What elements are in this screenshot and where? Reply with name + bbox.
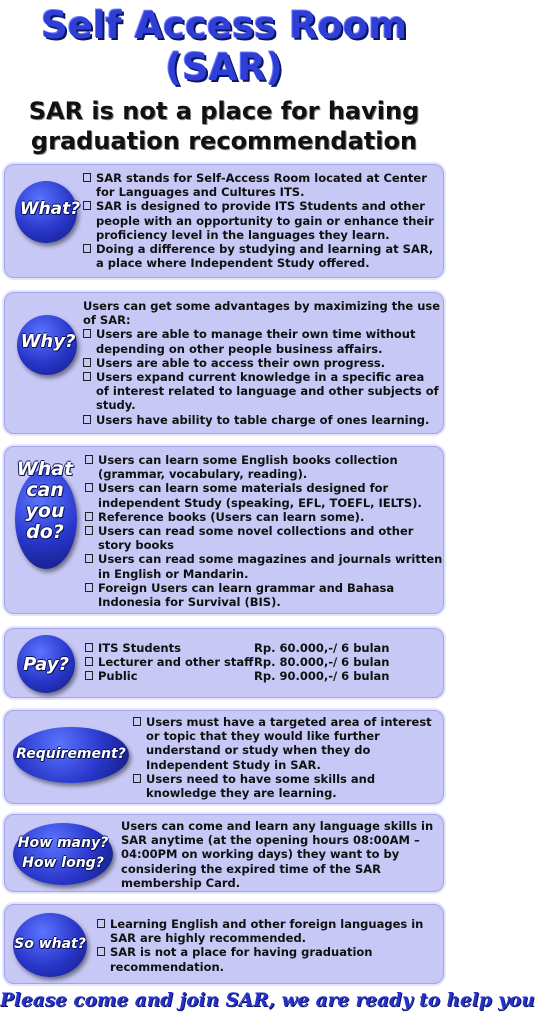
list-item: Users are able to manage their own time without depending on other people business affairs. xyxy=(83,327,441,355)
why-badge-label: Why? xyxy=(20,331,76,352)
price-value: Rp. 60.000,-/ 6 bulan xyxy=(254,641,390,655)
list-item: Users can read some magazines and journals written in English or Mandarin. xyxy=(85,552,445,580)
checkbox-icon xyxy=(83,415,91,424)
checkbox-icon xyxy=(83,173,91,182)
requirement-badge-label: Requirement? xyxy=(16,746,126,762)
so-what-badge-label: So what? xyxy=(14,936,86,952)
what-bullet-list xyxy=(83,171,439,270)
list-item: SAR stands for Self-Access Room located at Center for Languages and Cultures ITS. xyxy=(83,171,439,199)
requirement-text xyxy=(133,715,443,800)
how-many-badge-label: How many? How long? xyxy=(17,835,109,871)
price-category: Public xyxy=(98,669,138,684)
so-what-bullet-list xyxy=(97,917,441,974)
why-intro: Users can get some advantages by maximizing the use of SAR: xyxy=(83,299,441,328)
checkbox-icon xyxy=(83,201,91,210)
list-item: Foreign Users can learn grammar and Bahasa Indonesia for Survival (BIS). xyxy=(85,581,445,609)
how-many-section xyxy=(4,814,444,892)
so-what-text xyxy=(97,917,441,974)
price-value: Rp. 80.000,-/ 6 bulan xyxy=(254,655,390,670)
page-title: Self Access Room xyxy=(41,4,407,47)
price-value: Rp. 90.000,-/ 6 bulan xyxy=(254,669,390,684)
checkbox-icon xyxy=(83,329,91,338)
checkbox-icon xyxy=(85,512,93,521)
why-section xyxy=(4,292,444,434)
list-item: Users can learn some English books collection (grammar, vocabulary, reading). xyxy=(85,453,445,481)
footer-invitation: Please come and join SAR, we are ready to help you xyxy=(0,990,535,1011)
checkbox-icon xyxy=(85,526,93,535)
table-row xyxy=(85,641,415,655)
what-can-you-do-text xyxy=(85,453,445,609)
list-item: Users can read some novel collections and other story books xyxy=(85,524,445,552)
table-row xyxy=(85,655,415,669)
checkbox-icon xyxy=(133,717,141,726)
list-item: Users have ability to table charge of ones learning. xyxy=(83,413,441,427)
list-item: Users need to have some skills and knowledge they are learning. xyxy=(133,772,443,800)
list-item: SAR is designed to provide ITS Students and other people with an opportunity to gain or enhance their proficiency level in the languages they learn. xyxy=(83,199,439,242)
checkbox-icon xyxy=(97,947,105,956)
price-category: Lecturer and other staff xyxy=(98,655,254,670)
checkbox-icon xyxy=(133,774,141,783)
what-badge-label: What? xyxy=(19,199,81,219)
what-text xyxy=(83,171,439,270)
list-item: Doing a difference by studying and learning at SAR, a place where Independent Study offered. xyxy=(83,242,439,270)
pay-section xyxy=(4,628,444,698)
list-item: Reference books (Users can learn some). xyxy=(85,510,445,524)
checkbox-icon xyxy=(85,583,93,592)
page-subtitle-line2: graduation recommendation xyxy=(30,127,418,155)
checkbox-icon xyxy=(85,483,93,492)
checkbox-icon xyxy=(85,554,93,563)
what-can-you-do-bullet-list xyxy=(85,453,445,609)
why-text xyxy=(83,299,441,427)
checkbox-icon xyxy=(85,455,93,464)
pay-price-list xyxy=(85,641,415,684)
checkbox-icon xyxy=(83,358,91,367)
table-row xyxy=(85,669,415,683)
what-can-you-do-section xyxy=(4,446,444,614)
checkbox-icon xyxy=(83,244,91,253)
checkbox-icon xyxy=(85,671,93,680)
list-item: Users expand current knowledge in a specific area of interest related to language and other subjects of study. xyxy=(83,370,441,413)
list-item: SAR is not a place for having graduation recommendation. xyxy=(97,945,441,973)
list-item: Users must have a targeted area of interest or topic that they would like further understand or study when they do Independent Study in SAR. xyxy=(133,715,443,772)
how-many-text: Users can come and learn any language skills in SAR anytime (at the opening hours 08:00AM – 04:00PM on working days) they want to by considering the expired time of the SAR membership Card. xyxy=(121,819,434,890)
checkbox-icon xyxy=(97,919,105,928)
page-title-abbreviation: (SAR) xyxy=(165,46,283,89)
so-what-section xyxy=(4,904,444,984)
price-category: ITS Students xyxy=(98,641,181,655)
requirement-bullet-list xyxy=(133,715,443,800)
page-subtitle-line1: SAR is not a place for having xyxy=(28,97,420,125)
what-section xyxy=(4,164,444,278)
list-item: Users can learn some materials designed for independent Study (speaking, EFL, TOEFL, IELTS). xyxy=(85,481,445,509)
checkbox-icon xyxy=(85,657,93,666)
why-bullet-list xyxy=(83,327,441,426)
requirement-section xyxy=(4,710,444,804)
checkbox-icon xyxy=(85,643,93,652)
list-item: Users are able to access their own progress. xyxy=(83,356,441,370)
what-can-you-do-badge-label: What can you do? xyxy=(16,458,74,543)
checkbox-icon xyxy=(83,372,91,381)
list-item: Learning English and other foreign languages in SAR are highly recommended. xyxy=(97,917,441,945)
pay-badge-label: Pay? xyxy=(23,654,69,675)
